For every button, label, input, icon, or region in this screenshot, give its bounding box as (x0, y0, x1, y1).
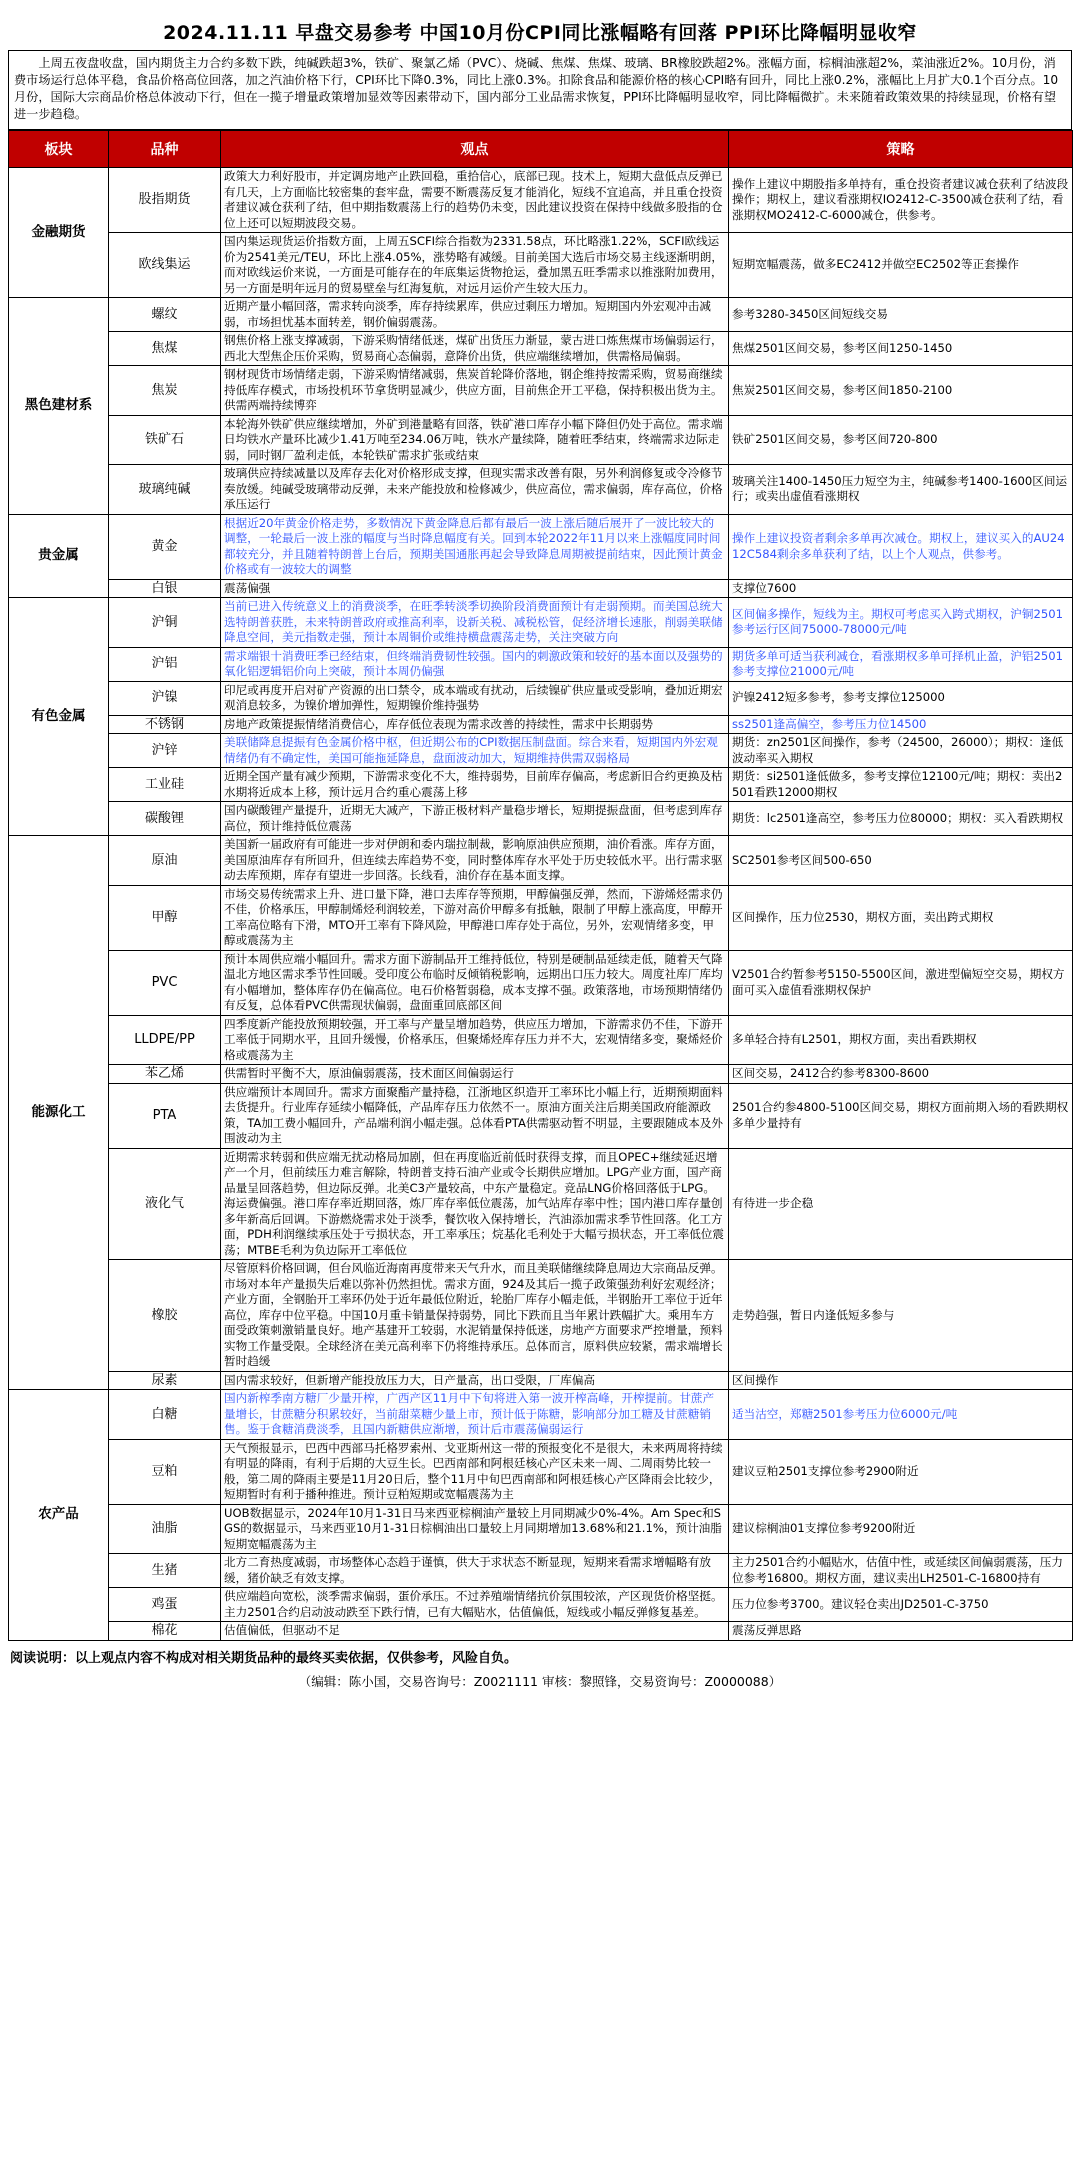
view-cell: 政策大力利好股市，并定调房地产止跌回稳，重拾信心，底部已现。技术上，短期大盘低点反弹已有几天，上方面临比较密集的套牢盘，需要不断震荡反复才能消化，短线不宜追高，并且重仓投资者建议减仓获利了结，但中期指数震荡上行的趋势仍未变，因此建议投资在保持中线做多股指的仓位上还可以短期波段交易。 (221, 168, 729, 233)
strategy-cell: 期货多单可适当获利减仓，看涨期权多单可择机止盈，沪铝2501参考支撑位21000元/吨 (729, 647, 1073, 681)
table-row (9, 1065, 1073, 1084)
product-cell: 苯乙烯 (109, 1065, 221, 1084)
table-row (9, 233, 1073, 298)
strategy-cell: 操作上建议中期股指多单持有，重仓投资者建议减仓获利了结波段操作；期权上，建议看涨期权IO2412-C-3500减仓获利了结，看涨期权MO2412-C-6000减仓，供参考。 (729, 168, 1073, 233)
table-row (9, 465, 1073, 515)
table-row (9, 681, 1073, 715)
strategy-cell: 期货：si2501逢低做多，参考支撑位12100元/吨；期权：卖出2501看跌12000期权 (729, 768, 1073, 802)
view-cell: 房地产政策提振情绪消费信心，库存低位表现为需求改善的持续性，需求中长期弱势 (221, 715, 729, 734)
product-cell: 不锈钢 (109, 715, 221, 734)
sector-cell: 黑色建材系 (9, 298, 109, 515)
strategy-cell: 区间操作，压力位2530，期权方面，卖出跨式期权 (729, 885, 1073, 950)
view-cell: 近期产量小幅回落，需求转向淡季，库存持续累库，供应过剩压力增加。短期国内外宏观冲击减弱，市场担忧基本面转差，钢价偏弱震荡。 (221, 298, 729, 332)
table-row (9, 647, 1073, 681)
view-cell: 震荡偏强 (221, 579, 729, 598)
table-row (9, 768, 1073, 802)
report-title: 2024.11.11 早盘交易参考 中国10月份CPI同比涨幅略有回落 PPI环比降幅明显收窄 (163, 22, 917, 44)
product-cell: 焦炭 (109, 366, 221, 416)
product-cell: 原油 (109, 836, 221, 886)
strategy-cell: 适当沽空，郑糖2501参考压力位6000元/吨 (729, 1390, 1073, 1440)
product-cell: 豆粕 (109, 1439, 221, 1504)
strategy-cell: V2501合约暂参考5150-5500区间，激进型偏短空交易，期权方面可买入虚值看涨期权保护 (729, 950, 1073, 1015)
table-row (9, 298, 1073, 332)
strategy-cell: SC2501参考区间500-650 (729, 836, 1073, 886)
strategy-cell: 沪镍2412短多参考，参考支撑位125000 (729, 681, 1073, 715)
sector-cell: 能源化工 (9, 836, 109, 1390)
table-row (9, 415, 1073, 465)
strategy-cell: 有待进一步企稳 (729, 1148, 1073, 1260)
product-cell: 沪铜 (109, 598, 221, 648)
table-row (9, 168, 1073, 233)
view-cell: 尽管原料价格回调，但台风临近海南再度带来天气升水，而且美联储继续降息周边大宗商品反弹。市场对本年产量损失后难以弥补仍然担忧。需求方面，924及其后一揽子政策强劲利好宏观经济；产业方面，全钢胎开工率环仍处于近年最低位附近，轮胎厂库存小幅走低，半钢胎开工率位于近年高位，库存中位平稳。中国10月重卡销量保持弱势，同比下跌而且当年累计跌幅扩大。乘用车方面受政策刺激销量良好。地产基建开工较弱，水泥销量保持低迷，房地产方面要求严控增量，预料实物工作量受限。全球经济在美元高利率下仍将维持承压。总体而言，原料供应较紧，需求端增长暂时趋缓 (221, 1260, 729, 1372)
view-cell: 供应端趋向宽松，淡季需求偏弱，蛋价承压。不过养殖端情绪抗价氛围较浓，产区现货价格坚挺。主力2501合约启动波动跌至下跌行情，已有大幅贴水，估值偏低，短线或小幅反弹修复基差。 (221, 1588, 729, 1622)
table-row (9, 332, 1073, 366)
sector-cell: 有色金属 (9, 598, 109, 836)
table-row (9, 1390, 1073, 1440)
table-row (9, 1504, 1073, 1554)
strategy-cell: 期货：zn2501区间操作，参考（24500，26000）；期权：逢低波动率买入期权 (729, 734, 1073, 768)
view-cell: 供需暂时平衡不大，原油偏弱震荡，技术面区间偏弱运行 (221, 1065, 729, 1084)
view-cell: 玻璃供应持续减量以及库存去化对价格形成支撑，但现实需求改善有限，另外利润修复或令冷修节奏放缓。纯碱受玻璃带动反弹，未来产能投放和检修减少，供应高位，需求偏弱，库存高位，价格承压运行 (221, 465, 729, 515)
view-cell: 近期需求转弱和供应端无扰动格局加剧，但在再度临近前低时获得支撑，而且OPEC+继续延迟增产一个月，但前续压力难言解除，特朗普支持石油产业或令长期供应增加。LPG产业方面，国产商品量呈回落趋势，但边际反弹。北美C3产量较高，中东产量稳定。竞品LNG价格回落低于LPG。海运费偏强。港口库存率近期回落，炼厂库存率低位震荡，加气站库存率中性；国内港口库存量创多年新高后回调。下游燃烧需求处于淡季，餐饮收入保持增长，汽油添加需求季节性回落。化工方面，PDH利润继续承压处于亏损状态，开工率承压；烷基化毛利处于大幅亏损状态，开工率低位震荡；MTBE毛利为负边际开工率低位 (221, 1148, 729, 1260)
product-cell: 铁矿石 (109, 415, 221, 465)
strategy-cell: 震荡反弹思路 (729, 1622, 1073, 1641)
view-cell: 四季度新产能投放预期较强，开工率与产量呈增加趋势，供应压力增加，下游需求仍不佳，下游开工率低于同期水平，且回升缓慢，价格承压，但聚烯烃库存压力并不大，宏观情绪多变，聚烯烃价格或震荡为主 (221, 1015, 729, 1065)
strategy-cell: 期货：lc2501逢高空，参考压力位80000；期权：买入看跌期权 (729, 802, 1073, 836)
header-sector: 板块 (9, 131, 109, 168)
table-row (9, 598, 1073, 648)
table-header-row (9, 131, 1073, 168)
view-cell: 根据近20年黄金价格走势，多数情况下黄金降息后都有最后一波上涨后随后展开了一波比较大的调整，一轮最后一波上涨的幅度与当时降息幅度有关。回到本轮2022年11月以来上涨幅度同时间都较充分，并且随着特朗普上台后，预期美国通胀再起会导致降息周期被提前结束，因此预计黄金价格或有一波较大的调整 (221, 514, 729, 579)
view-cell: 当前已进入传统意义上的消费淡季，在旺季转淡季切换阶段消费面预计有走弱预期。而美国总统大选特朗普获胜，未来特朗普政府或推高利率，设新关税、减税松管，促经济增长速胀，削弱美联储降息空间，美元指数走强，预计本周铜价或维持横盘震荡走势，关注突破方向 (221, 598, 729, 648)
product-cell: 油脂 (109, 1504, 221, 1554)
view-cell: 估值偏低，但驱动不足 (221, 1622, 729, 1641)
strategy-cell: 铁矿2501区间交易，参考区间720-800 (729, 415, 1073, 465)
strategy-cell: 焦炭2501区间交易，参考区间1850-2100 (729, 366, 1073, 416)
header-strategy: 策略 (729, 131, 1073, 168)
view-cell: 北方二育热度减弱，市场整体心态趋于谨慎，供大于求状态不断显现，短期来看需求增幅略有放缓，猪价缺乏有效支撑。 (221, 1554, 729, 1588)
strategy-cell: 区间交易，2412合约参考8300-8600 (729, 1065, 1073, 1084)
table-body (9, 168, 1073, 1641)
view-cell: 印尼或再度开启对矿产资源的出口禁令，成本端或有扰动，后续镍矿供应量或受影响，叠加近期宏观消息较多，为镍价增加弹性，短期镍价维持强势 (221, 681, 729, 715)
product-cell: 股指期货 (109, 168, 221, 233)
strategy-cell: 玻璃关注1400-1450压力短空为主，纯碱参考1400-1600区间运行；或卖出虚值看涨期权 (729, 465, 1073, 515)
strategy-cell: 区间偏多操作，短线为主。期权可考虑买入跨式期权，沪铜2501参考运行区间75000-78000元/吨 (729, 598, 1073, 648)
view-cell: 国内碳酸锂产量提升，近期无大减产，下游正极材料产量稳步增长，短期提振盘面，但考虑到库存高位，预计维持低位震荡 (221, 802, 729, 836)
product-cell: 白糖 (109, 1390, 221, 1440)
product-cell: LLDPE/PP (109, 1015, 221, 1065)
product-cell: 白银 (109, 579, 221, 598)
strategy-cell: 操作上建议投资者剩余多单再次减仓。期权上，建议买入的AU2412C584剩余多单获利了结，以上个人观点，供参考。 (729, 514, 1073, 579)
product-cell: 液化气 (109, 1148, 221, 1260)
reference-table (8, 130, 1073, 1641)
header-view: 观点 (221, 131, 729, 168)
view-cell: 国内集运现货运价指数方面，上周五SCFI综合指数为2331.58点，环比略涨1.22%，SCFI欧线运价为2541美元/TEU，环比上涨4.05%，涨势略有减缓。目前美国大选后市场交易主线逐渐明朗，而对欧线运价来说，一方面是可能存在的年底集运货物抢运，叠加黑五旺季需求以推涨附加费用，另一方面是明年远月的贸易壁垒与红海复航，对远月运价产生较大压力。 (221, 233, 729, 298)
strategy-cell: 焦煤2501区间交易，参考区间1250-1450 (729, 332, 1073, 366)
table-row (9, 802, 1073, 836)
strategy-cell: ss2501逢高偏空，参考压力位14500 (729, 715, 1073, 734)
view-cell: UOB数据显示，2024年10月1-31日马来西亚棕榈油产量较上月同期减少0%-4%。Am Spec和SGS的数据显示，马来西亚10月1-31日棕榈油出口量较上月同期增加13.68%和21.1%，预计油脂短期宽幅震荡为主 (221, 1504, 729, 1554)
table-row (9, 734, 1073, 768)
product-cell: 玻璃纯碱 (109, 465, 221, 515)
table-row (9, 950, 1073, 1015)
table-row (9, 836, 1073, 886)
table-row (9, 1083, 1073, 1148)
table-row (9, 1439, 1073, 1504)
product-cell: 橡胶 (109, 1260, 221, 1372)
table-row (9, 1260, 1073, 1372)
view-cell: 国内新榨季南方糖厂少量开榨，广西产区11月中下旬将进入第一波开榨高峰，开榨提前。甘蔗产量增长，甘蔗糖分积累较好，当前甜菜糖少量上市，预计低于陈糖，影响部分加工糖及甘蔗糖销售。鉴于食糖消费淡季，且国内新糖供应渐增，预计后市震荡偏弱运行 (221, 1390, 729, 1440)
product-cell: 焦煤 (109, 332, 221, 366)
product-cell: 鸡蛋 (109, 1588, 221, 1622)
disclaimer: 阅读说明：以上观点内容不构成对相关期货品种的最终买卖依据，仅供参考，风险自负。 (10, 1650, 518, 1666)
strategy-cell: 区间操作 (729, 1371, 1073, 1390)
table-row (9, 1588, 1073, 1622)
view-cell: 国内需求较好，但新增产能投放压力大，日产量高，出口受限，厂库偏高 (221, 1371, 729, 1390)
view-cell: 天气预报显示，巴西中西部马托格罗索州、戈亚斯州这一带的预报变化不是很大，未来两周将持续有明显的降雨，有利于后期的大豆生长。巴西南部和阿根廷核心产区未来一周、二周雨势比较一般，第二周的降雨主要是11月20日后，整个11月中旬巴西南部和阿根廷核心产区降雨会比较少，短期暂时有利于播种推进。预计豆粕短期或宽幅震荡为主 (221, 1439, 729, 1504)
product-cell: 尿素 (109, 1371, 221, 1390)
strategy-cell: 支撑位7600 (729, 579, 1073, 598)
table-row (9, 1371, 1073, 1390)
product-cell: 工业硅 (109, 768, 221, 802)
strategy-cell: 参考3280-3450区间短线交易 (729, 298, 1073, 332)
strategy-cell: 主力2501合约小幅贴水，估值中性，或延续区间偏弱震荡，压力位参考16800。期权方面，建议卖出LH2501-C-16800持有 (729, 1554, 1073, 1588)
strategy-cell: 走势趋强，暂日内逢低短多参与 (729, 1260, 1073, 1372)
product-cell: 棉花 (109, 1622, 221, 1641)
strategy-cell: 2501合约参4800-5100区间交易，期权方面前期入场的看跌期权多单少量持有 (729, 1083, 1073, 1148)
table-row (9, 366, 1073, 416)
sector-cell: 农产品 (9, 1390, 109, 1641)
table-row (9, 1015, 1073, 1065)
sector-cell: 贵金属 (9, 514, 109, 598)
product-cell: 沪镍 (109, 681, 221, 715)
product-cell: 沪锌 (109, 734, 221, 768)
product-cell: PTA (109, 1083, 221, 1148)
table-row (9, 1554, 1073, 1588)
strategy-cell: 短期宽幅震荡，做多EC2412并做空EC2502等正套操作 (729, 233, 1073, 298)
product-cell: 碳酸锂 (109, 802, 221, 836)
product-cell: 螺纹 (109, 298, 221, 332)
sector-cell: 金融期货 (9, 168, 109, 298)
view-cell: 市场交易传统需求上升、进口量下降，港口去库存等预期，甲醇偏强反弹，然而，下游烯烃需求仍不佳，价格承压，甲醇制烯烃利润较差，下游对高价甲醇多有抵触，限制了甲醇上涨高度，甲醇开工率高位略有下滑，MTO开工率有下降风险，甲醇港口库存处于高位，另外，宏观情绪多变，甲醇或震荡为主 (221, 885, 729, 950)
table-row (9, 885, 1073, 950)
product-cell: PVC (109, 950, 221, 1015)
table-row (9, 514, 1073, 579)
view-cell: 美联储降息提振有色金属价格中枢，但近期公布的CPI数据压制盘面。综合来看，短期国内外宏观情绪仍有不确定性，美国可能拖延降息，盘面波动加大，短期维持供需双弱格局 (221, 734, 729, 768)
report-page (8, 0, 1072, 1694)
product-cell: 沪铝 (109, 647, 221, 681)
view-cell: 预计本周供应端小幅回升。需求方面下游制品开工维持低位，特别是硬制品延续走低，随着天气降温北方地区需求季节性回暖。受印度公布临时反倾销税影响，远期出口压力较大。周度社库厂库均有小幅增加，整体库存仍在偏高位。电石价格暂弱稳，成本支撑不强。政策落地，市场预期情绪仍有反复，总体看PVC供需现状偏弱，盘面重回底部区间 (221, 950, 729, 1015)
strategy-cell: 建议棕榈油01支撑位参考9200附近 (729, 1504, 1073, 1554)
strategy-cell: 多单轻合持有L2501，期权方面，卖出看跌期权 (729, 1015, 1073, 1065)
view-cell: 需求端银十消费旺季已经结束，但终端消费韧性较强。国内的刺激政策和较好的基本面以及强势的氧化铝逻辑铝价向上突破，预计本周仍偏强 (221, 647, 729, 681)
table-row (9, 1622, 1073, 1641)
product-cell: 生猪 (109, 1554, 221, 1588)
table-row (9, 1148, 1073, 1260)
view-cell: 钢材现货市场情绪走弱，下游采购情绪减弱，焦炭首轮降价落地，钢企维持按需采购，贸易商继续持低库存模式，市场投机环节拿货明显减少，供应方面，目前焦企开工平稳，保持积极出货为主。供需两端持续博弈 (221, 366, 729, 416)
strategy-cell: 压力位参考3700。建议轻仓卖出JD2501-C-3750 (729, 1588, 1073, 1622)
product-cell: 黄金 (109, 514, 221, 579)
editor-credits: （编辑：陈小国，交易咨询号：Z0021111 审核：黎照锋，交易资询号：Z0000088） (298, 1673, 782, 1689)
product-cell: 欧线集运 (109, 233, 221, 298)
table-row (9, 579, 1073, 598)
header-product: 品种 (109, 131, 221, 168)
view-cell: 美国新一届政府有可能进一步对伊朗和委内瑞拉制裁，影响原油供应预期，油价看涨。库存方面，美国原油库存有所回升，但连续去库趋势不变，同时整体库存水平处于历史较低水平。出行需求驱动去库预期，库存有望进一步回落。长线看，油价存在基本面支撑。 (221, 836, 729, 886)
view-cell: 近期全国产量有减少预期，下游需求变化不大，维持弱势，目前库存偏高，考虑新旧合约更换及枯水期将近成本上移，预计远月合约重心震荡上移 (221, 768, 729, 802)
strategy-cell: 建议豆粕2501支撑位参考2900附近 (729, 1439, 1073, 1504)
view-cell: 供应端预计本周回升。需求方面聚酯产量持稳，江浙地区织造开工率环比小幅上行，近期预期面料去货提升。行业库存延续小幅降低，产品库存压力依然不一。原油方面关注后期美国政府能源政策，TA加工费小幅回升，产品端利润小幅走强。总体看PTA供需驱动暂不明显，主要跟随成本及外围波动为主 (221, 1083, 729, 1148)
product-cell: 甲醇 (109, 885, 221, 950)
view-cell: 钢焦价格上涨支撑减弱，下游采购情绪低迷，煤矿出货压力渐显，蒙古进口炼焦煤市场偏弱运行，西北大型焦企压价采购，贸易商心态偏弱，意降价出货，供应端继续增加，供需格局偏弱。 (221, 332, 729, 366)
view-cell: 本轮海外铁矿供应继续增加，外矿到港量略有回落，铁矿港口库存小幅下降但仍处于高位。需求端日均铁水产量环比减少1.41万吨至234.06万吨，铁水产量续降，随着旺季结束，终端需求边际走弱，同时钢厂盈利走低，本轮铁矿需求扩张或结束 (221, 415, 729, 465)
market-summary: 上周五夜盘收盘，国内期货主力合约多数下跌，纯碱跌超3%，铁矿、聚氯乙烯（PVC）、烧碱、焦煤、焦煤、玻璃、BR橡胶跌超2%。涨幅方面，棕榈油涨超2%，菜油涨近2%。10月份，消费市场运行总体平稳，食品价格高位回落，加之汽油价格下行，CPI环比下降0.3%，同比上涨0.3%。扣除食品和能源价格的核心CPI略有回升，同比上涨0.2%，涨幅比上月扩大0.1个百分点。10月份，国际大宗商品价格总体波动下行，但在一揽子增量政策增加显效等因素带动下，国内部分工业品需求恢复，PPI环比降幅明显收窄，同比降幅微扩。未来随着政策效果的持续显现，价格有望进一步趋稳。 (8, 50, 1072, 130)
table-row (9, 715, 1073, 734)
